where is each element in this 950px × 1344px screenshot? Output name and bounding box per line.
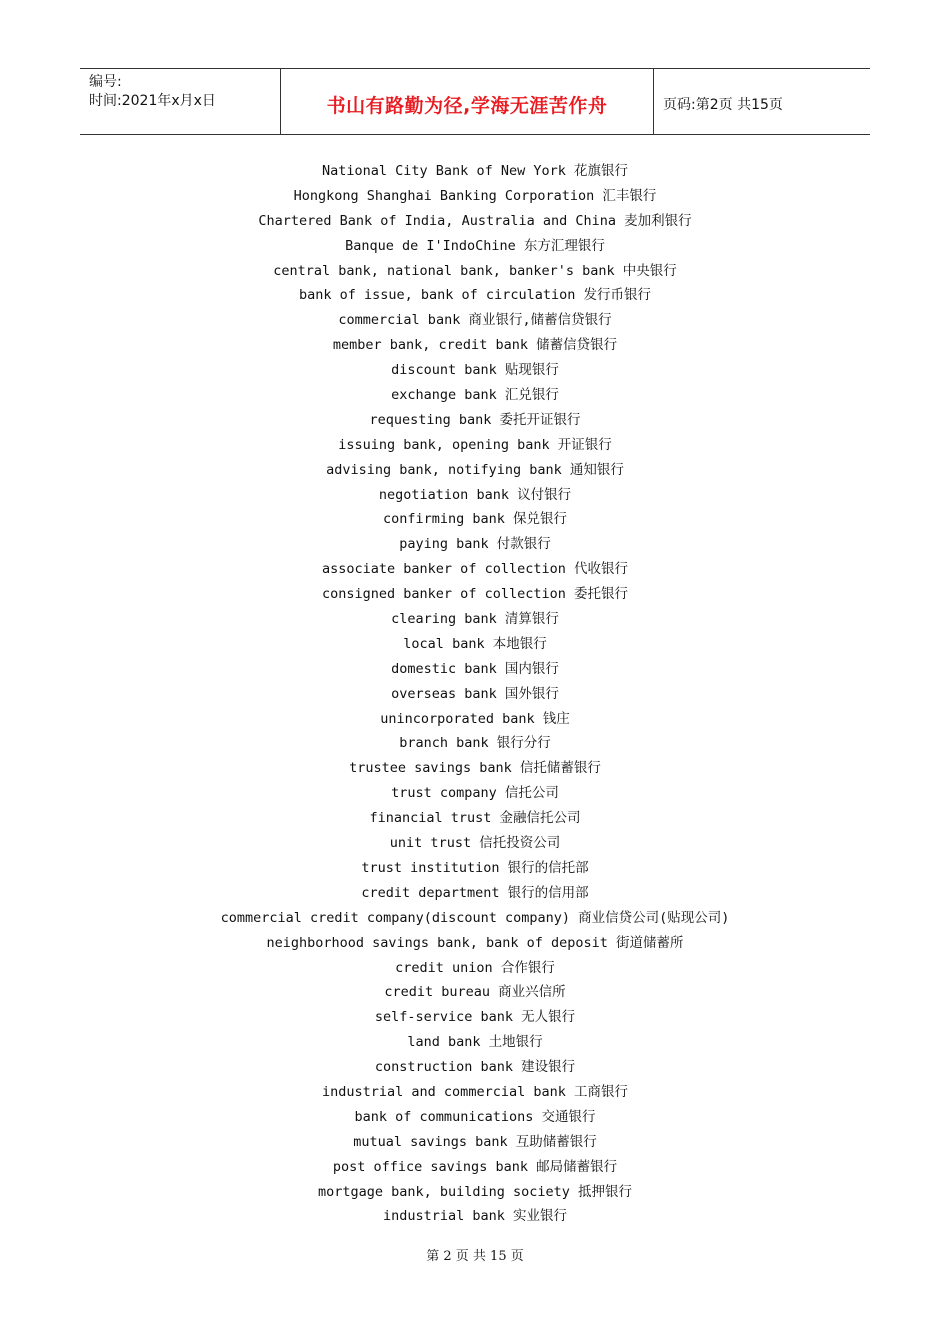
document-date-label: 时间:2021年x月x日 [89,93,216,109]
term-entry: construction bank 建设银行 [374,1059,576,1076]
term-entry: consigned banker of collection 委托银行 [322,586,628,603]
term-entry: local bank 本地银行 [403,635,547,652]
term-entry: bank of issue, bank of circulation 发行币银行 [299,287,651,304]
term-entry: industrial bank 实业银行 [382,1208,568,1225]
term-entry: commercial bank 商业银行,储蓄信贷银行 [338,312,612,329]
term-entry: bank of communications 交通银行 [354,1108,596,1125]
page-header [80,68,870,135]
term-entry: central bank, national bank, banker's bank 中央银行 [273,262,677,279]
term-entry: credit union 合作银行 [395,959,555,976]
page-footer: 第 2 页 共 15 页 [426,1249,524,1264]
term-entry: branch bank 银行分行 [399,735,551,752]
header-left-cell [80,69,281,134]
term-entry: Banque de I'IndoChine 东方汇理银行 [345,237,605,254]
header-page-number: 页码:第2页 共15页 [663,97,783,113]
header-middle-cell [281,69,654,134]
term-entry: credit department 银行的信用部 [361,884,589,901]
term-entry: commercial credit company(discount company) 商业信贷公司(贴现公司) [220,909,730,926]
term-entry: trustee savings bank 信托储蓄银行 [349,760,601,777]
term-entry: credit bureau 商业兴信所 [384,984,566,1001]
term-entry: mortgage bank, building society 抵押银行 [317,1183,633,1200]
term-entry: confirming bank 保兑银行 [382,511,568,528]
term-entry: mutual savings bank 互助储蓄银行 [353,1133,597,1150]
header-right-cell [654,69,870,134]
term-entry: trust company 信托公司 [391,785,559,802]
term-entry: domestic bank 国内银行 [391,660,559,677]
term-entry: member bank, credit bank 储蓄信贷银行 [332,337,618,354]
term-entry: requesting bank 委托开证银行 [369,411,581,428]
term-entry: post office savings bank 邮局储蓄银行 [332,1158,618,1175]
term-entry: clearing bank 清算银行 [391,611,559,628]
term-entry: exchange bank 汇兑银行 [391,387,559,404]
term-entry: self-service bank 无人银行 [374,1009,576,1026]
term-entry: advising bank, notifying bank 通知银行 [326,461,624,478]
term-entry: Chartered Bank of India, Australia and China 麦加利银行 [258,212,692,229]
document-code-label: 编号: [89,74,122,90]
term-entry: industrial and commercial bank 工商银行 [322,1083,628,1100]
term-entry: associate banker of collection 代收银行 [322,561,628,578]
header-motto: 书山有路勤为径,学海无涯苦作舟 [326,95,608,117]
term-entry: Hongkong Shanghai Banking Corporation 汇丰银行 [293,187,657,204]
term-entry: trust institution 银行的信托部 [361,859,589,876]
term-entry: negotiation bank 议付银行 [378,486,572,503]
term-entry: overseas bank 国外银行 [391,685,559,702]
term-entry: National City Bank of New York 花旗银行 [322,163,628,179]
term-entry: land bank 土地银行 [407,1034,543,1051]
term-entry: issuing bank, opening bank 开证银行 [338,436,612,453]
term-entry: neighborhood savings bank, bank of deposit 街道储蓄所 [266,934,684,951]
bank-term-list [0,159,950,1229]
term-entry: financial trust 金融信托公司 [369,810,581,827]
term-entry: unit trust 信托投资公司 [389,835,561,852]
term-entry: unincorporated bank 钱庄 [380,710,570,727]
term-entry: discount bank 贴现银行 [391,362,559,379]
term-entry: paying bank 付款银行 [399,536,551,553]
